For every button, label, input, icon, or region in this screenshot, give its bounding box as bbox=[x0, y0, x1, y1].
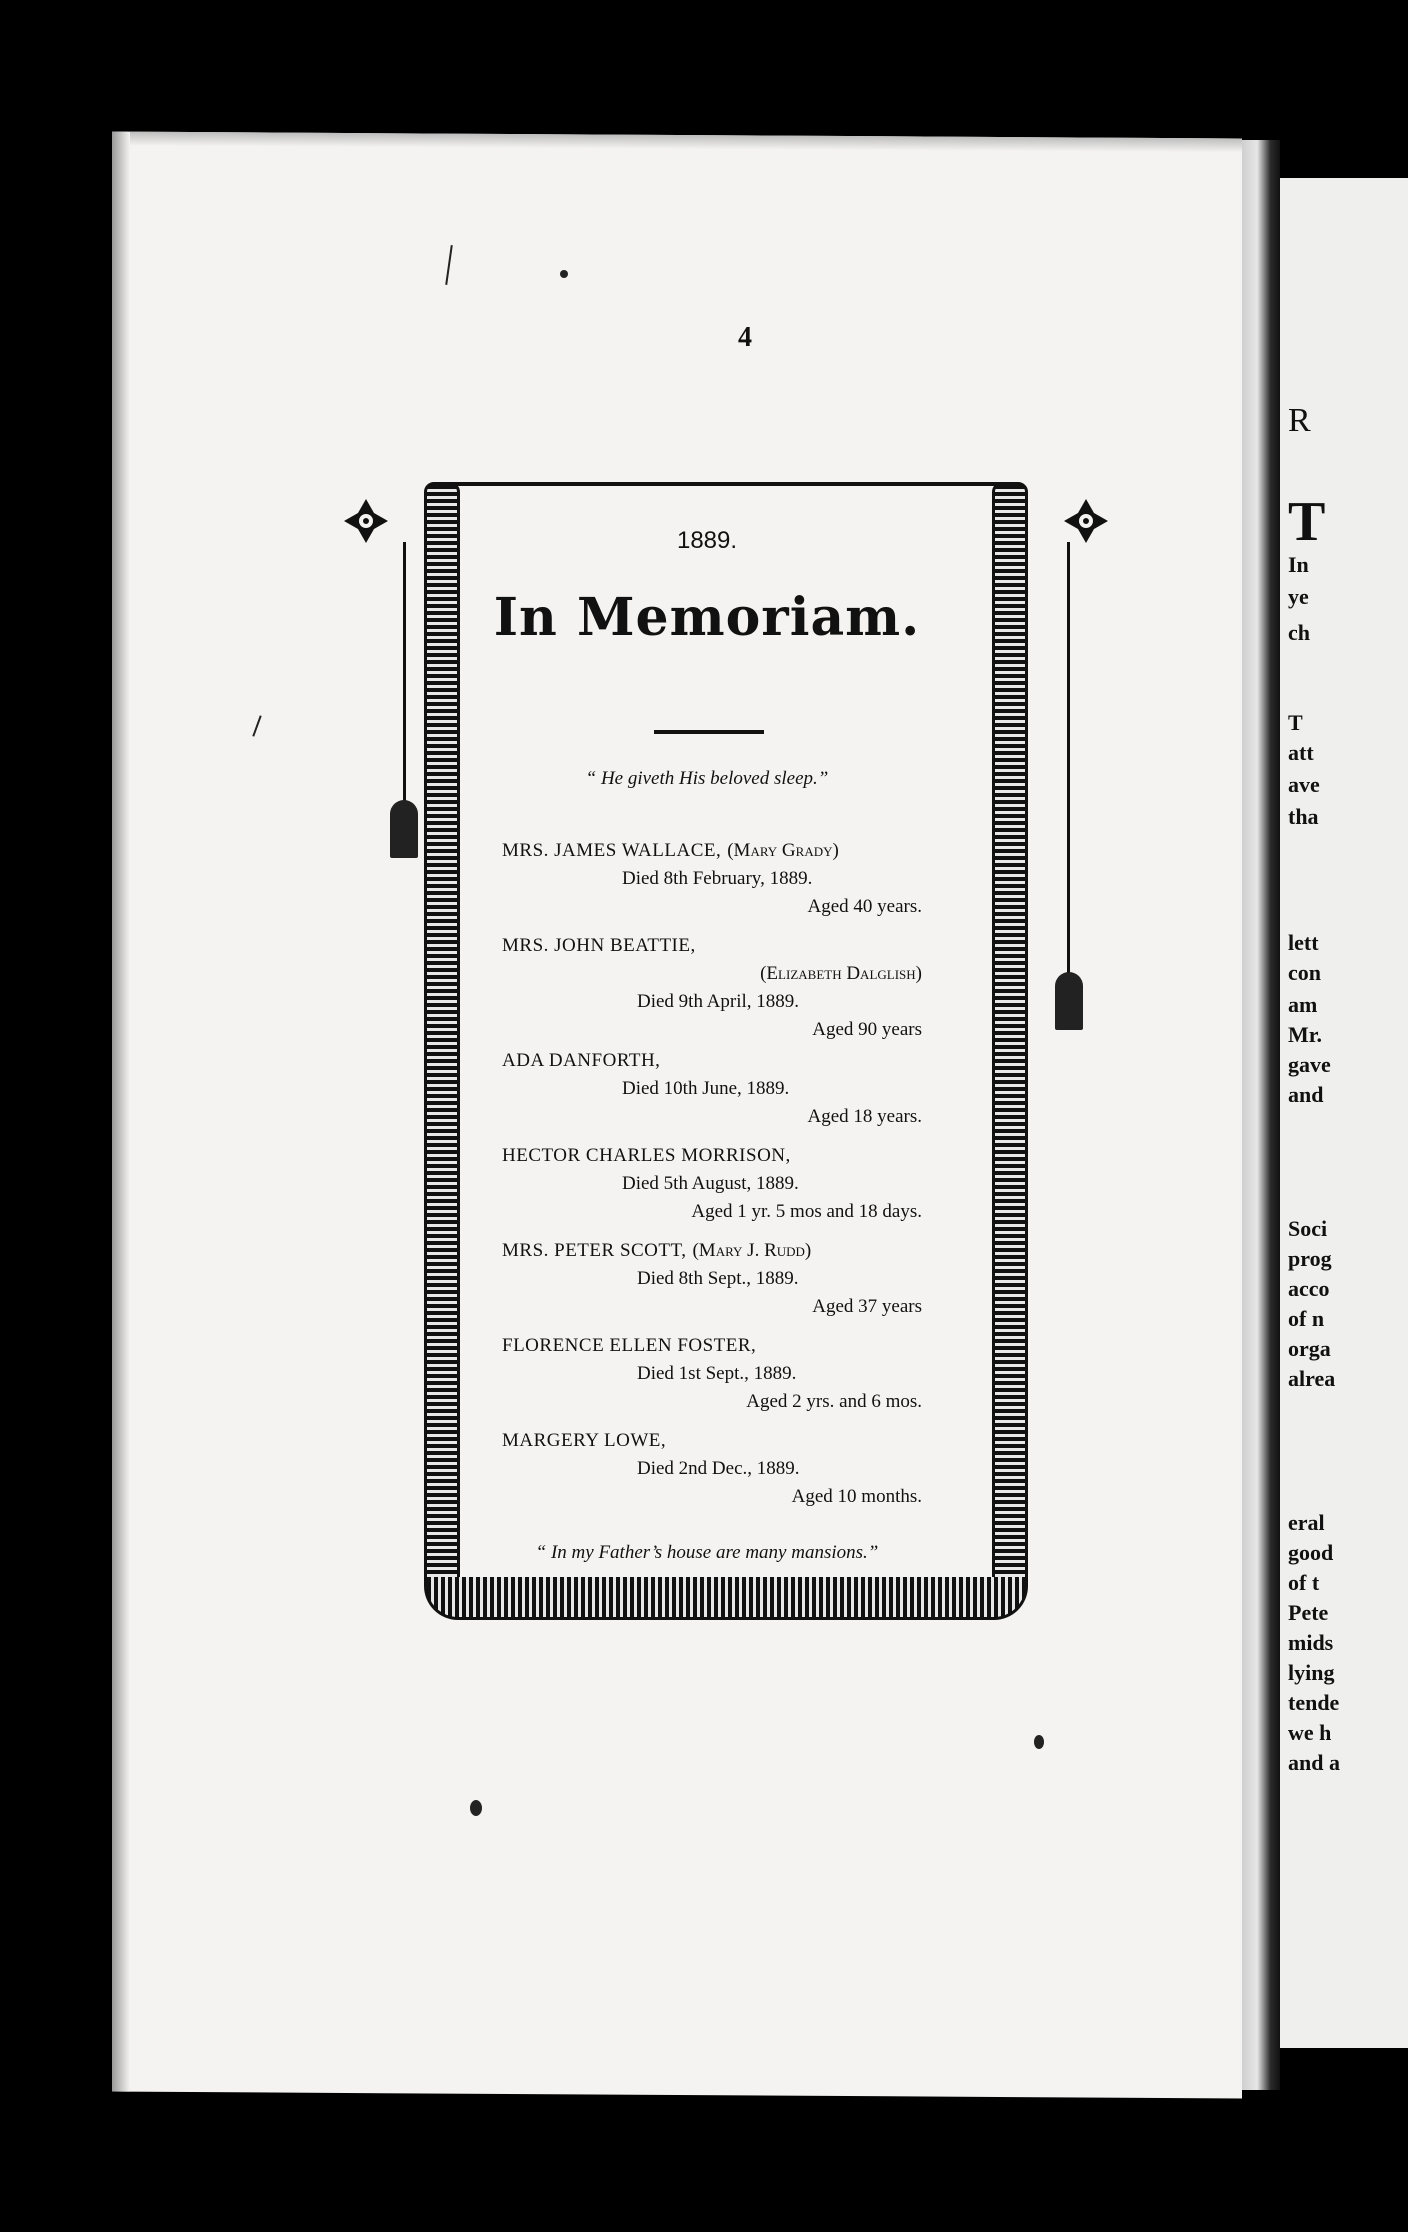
memorial-entry bbox=[502, 932, 922, 1044]
adjacent-text-fragment: eral bbox=[1288, 1510, 1325, 1535]
adjacent-text-fragment: ave bbox=[1288, 772, 1320, 797]
scan-speck bbox=[560, 270, 568, 278]
adjacent-text-fragment: good bbox=[1288, 1540, 1334, 1565]
entry-age: Aged 18 years. bbox=[807, 1106, 922, 1127]
entry-name: ADA DANFORTH, bbox=[502, 1050, 661, 1071]
left-tassel-icon bbox=[390, 800, 418, 858]
entry-name-line bbox=[502, 1237, 922, 1265]
adjacent-text-fragment: In bbox=[1288, 552, 1309, 577]
adjacent-text-fragment: orga bbox=[1288, 1336, 1331, 1361]
adjacent-text-fragment: am bbox=[1288, 992, 1318, 1017]
adjacent-text-fragment: and bbox=[1288, 1082, 1324, 1107]
entry-name-line bbox=[502, 932, 922, 988]
adjacent-text-fragment: T bbox=[1288, 491, 1326, 553]
adjacent-text-fragment: ch bbox=[1288, 620, 1310, 645]
entry-age: Aged 37 years bbox=[812, 1296, 922, 1317]
adjacent-text-fragment: gave bbox=[1288, 1052, 1331, 1077]
adjacent-text-fragment: Mr. bbox=[1288, 1022, 1323, 1047]
entry-death-date: Died 1st Sept., 1889. bbox=[637, 1363, 797, 1384]
left-cord bbox=[403, 542, 406, 812]
entry-maiden-name: (Mary J. Rudd) bbox=[692, 1240, 812, 1261]
banner-bottom-roll bbox=[424, 1577, 1028, 1620]
page-number: 4 bbox=[738, 322, 752, 353]
entry-death-date: Died 8th Sept., 1889. bbox=[637, 1268, 799, 1289]
memorial-year: 1889. bbox=[676, 527, 738, 554]
right-finial-icon bbox=[1062, 497, 1110, 545]
adjacent-text-fragment: of t bbox=[1288, 1570, 1320, 1595]
adjacent-text-fragment: lett bbox=[1288, 930, 1319, 955]
memorial-entry bbox=[502, 837, 922, 921]
adjacent-text-fragment: R bbox=[1288, 402, 1311, 439]
entry-name-line bbox=[502, 1142, 922, 1170]
entry-death-date: Died 2nd Dec., 1889. bbox=[637, 1458, 800, 1479]
adjacent-text-fragment: alrea bbox=[1288, 1366, 1336, 1391]
opening-quote: “ He giveth His beloved sleep.” bbox=[585, 768, 829, 789]
adjacent-text-fragment: we h bbox=[1288, 1720, 1332, 1745]
entry-name: MRS. JOHN BEATTIE, bbox=[502, 935, 696, 956]
banner-top-edge bbox=[440, 482, 1012, 486]
adjacent-page-text bbox=[1288, 178, 1408, 2038]
entry-age: Aged 1 yr. 5 mos and 18 days. bbox=[691, 1201, 922, 1222]
adjacent-text-fragment: Soci bbox=[1288, 1216, 1328, 1241]
entry-maiden-name: (Mary Grady) bbox=[727, 840, 839, 861]
memorial-title: In Memoriam. bbox=[493, 587, 921, 648]
adjacent-page bbox=[1280, 178, 1408, 2048]
memorial-entry bbox=[502, 1237, 922, 1321]
memorial-entry bbox=[502, 1332, 922, 1416]
entry-age: Aged 40 years. bbox=[807, 896, 922, 917]
banner-right-roll bbox=[992, 482, 1028, 1608]
memorial-entry bbox=[502, 1047, 922, 1131]
adjacent-text-fragment: mids bbox=[1288, 1630, 1334, 1655]
adjacent-text-fragment: att bbox=[1288, 740, 1314, 765]
closing-quote: “ In my Father’s house are many mansions.” bbox=[535, 1542, 879, 1563]
entry-name-line bbox=[502, 1332, 922, 1360]
left-finial-icon bbox=[342, 497, 390, 545]
adjacent-text-fragment: lying bbox=[1288, 1660, 1335, 1685]
adjacent-text-fragment: and a bbox=[1288, 1750, 1340, 1775]
memorial-entry bbox=[502, 1142, 922, 1226]
adjacent-text-fragment: of n bbox=[1288, 1306, 1325, 1331]
entry-age: Aged 2 yrs. and 6 mos. bbox=[746, 1391, 922, 1412]
entry-name-line bbox=[502, 1047, 922, 1075]
scan-speck bbox=[1034, 1735, 1044, 1749]
memorial-entry bbox=[502, 1427, 922, 1511]
entry-name-line bbox=[502, 837, 922, 865]
adjacent-text-fragment: tende bbox=[1288, 1690, 1340, 1715]
entry-name: MRS. JAMES WALLACE, bbox=[502, 840, 722, 861]
entry-death-date: Died 8th February, 1889. bbox=[622, 868, 813, 889]
entry-age: Aged 10 months. bbox=[791, 1486, 922, 1507]
entry-death-date: Died 5th August, 1889. bbox=[622, 1173, 799, 1194]
book-gutter bbox=[1242, 140, 1280, 2090]
entry-death-date: Died 9th April, 1889. bbox=[637, 991, 800, 1012]
entry-name: MRS. PETER SCOTT, bbox=[502, 1240, 687, 1261]
entry-maiden-name: (Elizabeth Dalglish) bbox=[760, 963, 922, 984]
entry-name: FLORENCE ELLEN FOSTER, bbox=[502, 1335, 757, 1356]
banner-left-roll bbox=[424, 482, 460, 1608]
scan-speck bbox=[470, 1800, 482, 1816]
entry-name: MARGERY LOWE, bbox=[502, 1430, 667, 1451]
adjacent-text-fragment: T bbox=[1288, 710, 1303, 735]
entry-death-date: Died 10th June, 1889. bbox=[622, 1078, 790, 1099]
adjacent-text-fragment: con bbox=[1288, 960, 1321, 985]
right-tassel-icon bbox=[1055, 972, 1083, 1030]
title-rule bbox=[654, 730, 764, 734]
entry-name-line bbox=[502, 1427, 922, 1455]
adjacent-text-fragment: acco bbox=[1288, 1276, 1330, 1301]
right-cord bbox=[1067, 542, 1070, 974]
adjacent-text-fragment: tha bbox=[1288, 804, 1319, 829]
adjacent-text-fragment: ye bbox=[1288, 584, 1309, 609]
entry-name: HECTOR CHARLES MORRISON, bbox=[502, 1145, 791, 1166]
adjacent-text-fragment: prog bbox=[1288, 1246, 1332, 1271]
entry-age: Aged 90 years bbox=[812, 1019, 922, 1040]
adjacent-text-fragment: Pete bbox=[1288, 1600, 1329, 1625]
